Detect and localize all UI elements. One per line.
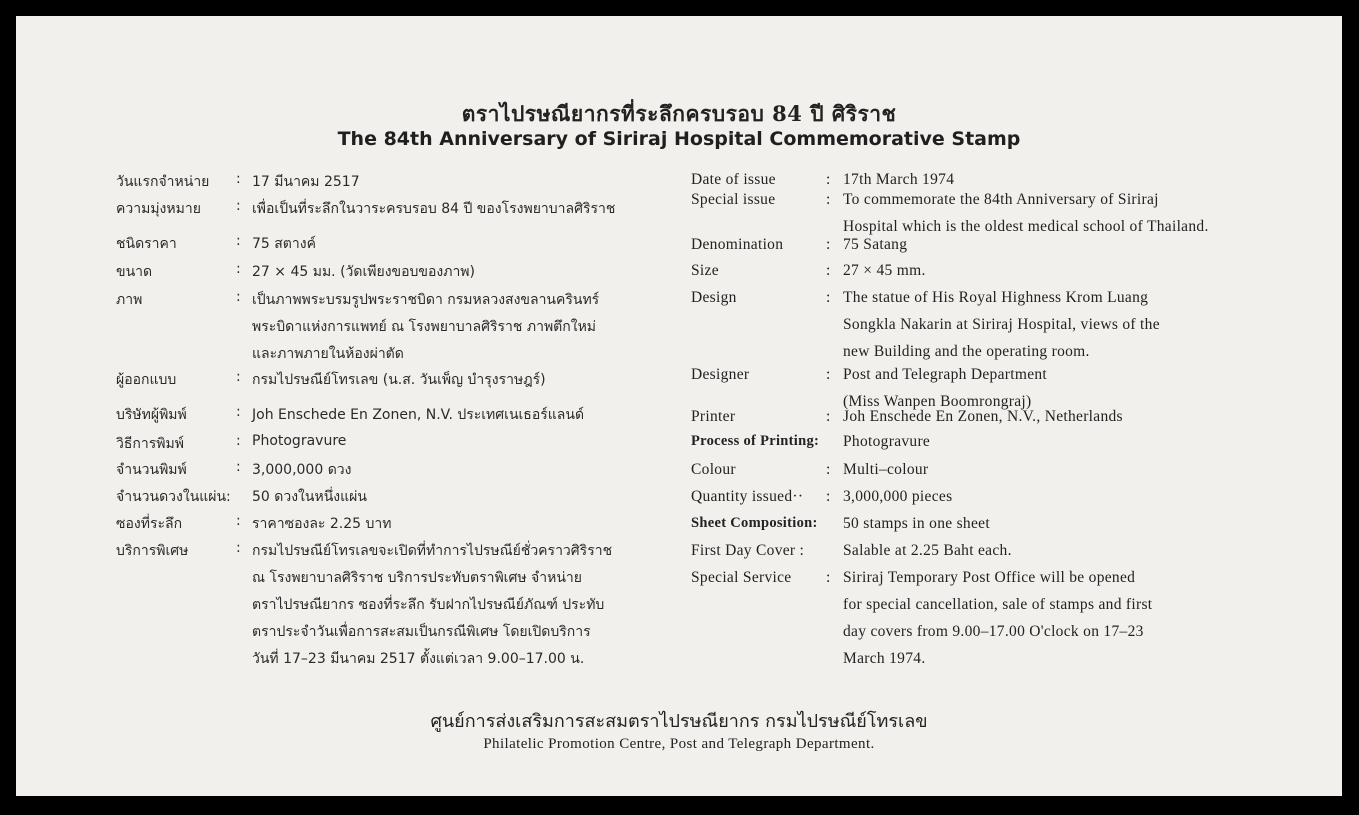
detail-value-line: วันที่ 17–23 มีนาคม 2517 ตั้งแต่เวลา 9.00–17.00 น. [252, 651, 585, 667]
detail-value [843, 289, 1160, 370]
detail-value-line: 3,000,000 ดวง [252, 462, 352, 478]
detail-value [252, 486, 367, 513]
detail-label: จำนวนดวงในแผ่น: [116, 489, 231, 505]
detail-value-line: Multi–colour [843, 461, 929, 478]
detail-colon: : [826, 461, 831, 478]
detail-value-line: Songkla Nakarin at Siriraj Hospital, views of the [843, 316, 1160, 333]
detail-value-line: 17th March 1974 [843, 171, 955, 188]
detail-colon: : [826, 262, 831, 279]
detail-colon: : [826, 289, 831, 306]
detail-value [252, 233, 316, 260]
detail-value [843, 408, 1123, 435]
detail-colon: : [236, 289, 241, 305]
detail-label: Design [691, 289, 737, 306]
detail-value-line: March 1974. [843, 650, 926, 667]
detail-label: ความมุ่งหมาย [116, 201, 201, 217]
detail-value-line: To commemorate the 84th Anniversary of Siriraj [843, 191, 1159, 208]
detail-colon: : [236, 459, 241, 475]
detail-value-line: กรมไปรษณีย์โทรเลขจะเปิดที่ทำการไปรษณีย์ชั่วคราวศิริราช [252, 543, 613, 559]
detail-colon: : [826, 366, 831, 383]
detail-value [843, 488, 952, 515]
detail-value-line: Photogravure [252, 433, 347, 449]
detail-colon: : [236, 404, 241, 420]
detail-colon: : [826, 191, 831, 208]
detail-colon: : [236, 198, 241, 214]
detail-value-line: new Building and the operating room. [843, 343, 1090, 360]
detail-value-line: 75 สตางค์ [252, 236, 316, 252]
detail-value-line: Salable at 2.25 Baht each. [843, 542, 1012, 559]
detail-value-line: (Miss Wanpen Boomrongraj) [843, 393, 1032, 410]
detail-value [252, 198, 615, 225]
detail-label: ภาพ [116, 292, 143, 308]
detail-value-line: day covers from 9.00–17.00 O'clock on 17–23 [843, 623, 1144, 640]
detail-value-line: 27 × 45 mm. [843, 262, 926, 279]
detail-value-line: 3,000,000 pieces [843, 488, 953, 505]
detail-value [252, 289, 599, 370]
detail-value-line: เป็นภาพพระบรมรูปพระราชบิดา กรมหลวงสงขลานครินทร์ [252, 292, 600, 308]
detail-colon: : [236, 369, 241, 385]
detail-label: ขนาด [116, 264, 153, 280]
detail-label: Size [691, 262, 719, 279]
detail-label: Quantity issued·· [691, 488, 804, 505]
detail-value-line: เพื่อเป็นที่ระลึกในวาระครบรอบ 84 ปี ของโรงพยาบาลศิริราช [252, 201, 616, 217]
detail-value-line: Siriraj Temporary Post Office will be opened [843, 569, 1136, 586]
detail-value [252, 433, 346, 460]
detail-colon: : [236, 233, 241, 249]
detail-value-line: และภาพภายในห้องผ่าตัด [252, 346, 404, 362]
detail-value-line: Photogravure [843, 433, 931, 450]
detail-value [252, 171, 360, 198]
detail-value [252, 459, 352, 486]
detail-value-line: Joh Enschede En Zonen, N.V., Netherlands [843, 408, 1123, 425]
detail-label: Process of Printing: [691, 433, 820, 449]
detail-value-line: กรมไปรษณีย์โทรเลข (น.ส. วันเพ็ญ บำรุงราษฎร์) [252, 372, 546, 388]
detail-value [843, 236, 907, 263]
detail-value-line: 17 มีนาคม 2517 [252, 174, 360, 190]
title-english: The 84th Anniversary of Siriraj Hospital Commemorative Stamp [337, 128, 1021, 150]
detail-label: บริษัทผู้พิมพ์ [116, 407, 187, 423]
detail-colon: : [826, 488, 831, 505]
detail-label: Designer [691, 366, 750, 383]
detail-value [843, 461, 928, 488]
detail-value-line: 50 ดวงในหนึ่งแผ่น [252, 489, 367, 505]
detail-label: Denomination [691, 236, 784, 253]
detail-value [252, 404, 584, 431]
detail-value-line: ณ โรงพยาบาลศิริราช บริการประทับตราพิเศษ จำหน่าย [252, 570, 582, 586]
title-thai: ตราไปรษณียากรที่ระลึกครบรอบ 84 ปี ศิริราช [461, 101, 897, 126]
detail-value-line: 75 Satang [843, 236, 908, 253]
detail-colon: : [826, 408, 831, 425]
detail-label: ผู้ออกแบบ [116, 372, 177, 388]
detail-label: จำนวนพิมพ์ [116, 462, 187, 478]
detail-colon: : [236, 261, 241, 277]
detail-value-line: พระบิดาแห่งการแพทย์ ณ โรงพยาบาลศิริราช ภาพตึกใหม่ [252, 319, 597, 335]
detail-value [252, 540, 612, 675]
detail-label: วันแรกจำหน่าย [116, 174, 210, 190]
detail-colon: : [236, 171, 241, 187]
detail-label: วิธีการพิมพ์ [116, 436, 184, 452]
detail-value-line: ตราไปรษณียากร ซองที่ระลึก รับฝากไปรษณีย์ภัณฑ์ ประทับ [252, 597, 605, 613]
detail-colon: : [236, 433, 241, 449]
detail-value [252, 261, 475, 288]
detail-value-line: 27 × 45 มม. (วัดเพียงขอบของภาพ) [252, 264, 475, 280]
detail-label: ชนิดราคา [116, 236, 177, 252]
detail-value [843, 515, 990, 542]
detail-value-line: The statue of His Royal Highness Krom Luang [843, 289, 1149, 306]
detail-colon: : [826, 171, 831, 188]
detail-label: Date of issue [691, 171, 776, 188]
detail-colon: : [236, 513, 241, 529]
detail-label: บริการพิเศษ [116, 543, 189, 559]
detail-label: Colour [691, 461, 736, 478]
detail-label: Special Service [691, 569, 792, 586]
detail-value-line: 50 stamps in one sheet [843, 515, 990, 532]
detail-colon: : [826, 236, 831, 253]
detail-value [843, 262, 926, 289]
detail-value [843, 433, 930, 460]
detail-label: First Day Cover : [691, 542, 805, 559]
detail-value-line: Post and Telegraph Department [843, 366, 1048, 383]
detail-value-line: ตราประจำวันเพื่อการสะสมเป็นกรณีพิเศษ โดยเปิดบริการ [252, 624, 591, 640]
detail-label: Printer [691, 408, 736, 425]
detail-value-line: ราคาซองละ 2.25 บาท [252, 516, 392, 532]
detail-label: Sheet Composition: [691, 515, 818, 531]
footer-thai: ศูนย์การส่งเสริมการสะสมตราไปรษณียากร กรมไปรษณีย์โทรเลข [430, 711, 928, 732]
stamp-info-card [16, 16, 1342, 796]
detail-value-line: for special cancellation, sale of stamps and first [843, 596, 1153, 613]
detail-label: ซองที่ระลึก [116, 516, 183, 532]
detail-value [252, 513, 392, 540]
detail-colon: : [826, 569, 831, 586]
detail-value [843, 569, 1152, 677]
detail-value-line: Hospital which is the oldest medical school of Thailand. [843, 218, 1209, 235]
detail-colon: : [236, 540, 241, 556]
detail-value [252, 369, 546, 396]
detail-value-line: Joh Enschede En Zonen, N.V. ประเทศเนเธอร์แลนด์ [252, 407, 585, 423]
detail-label: Special issue [691, 191, 776, 208]
detail-value [843, 542, 1012, 569]
footer-english: Philatelic Promotion Centre, Post and Telegraph Department. [483, 736, 875, 752]
